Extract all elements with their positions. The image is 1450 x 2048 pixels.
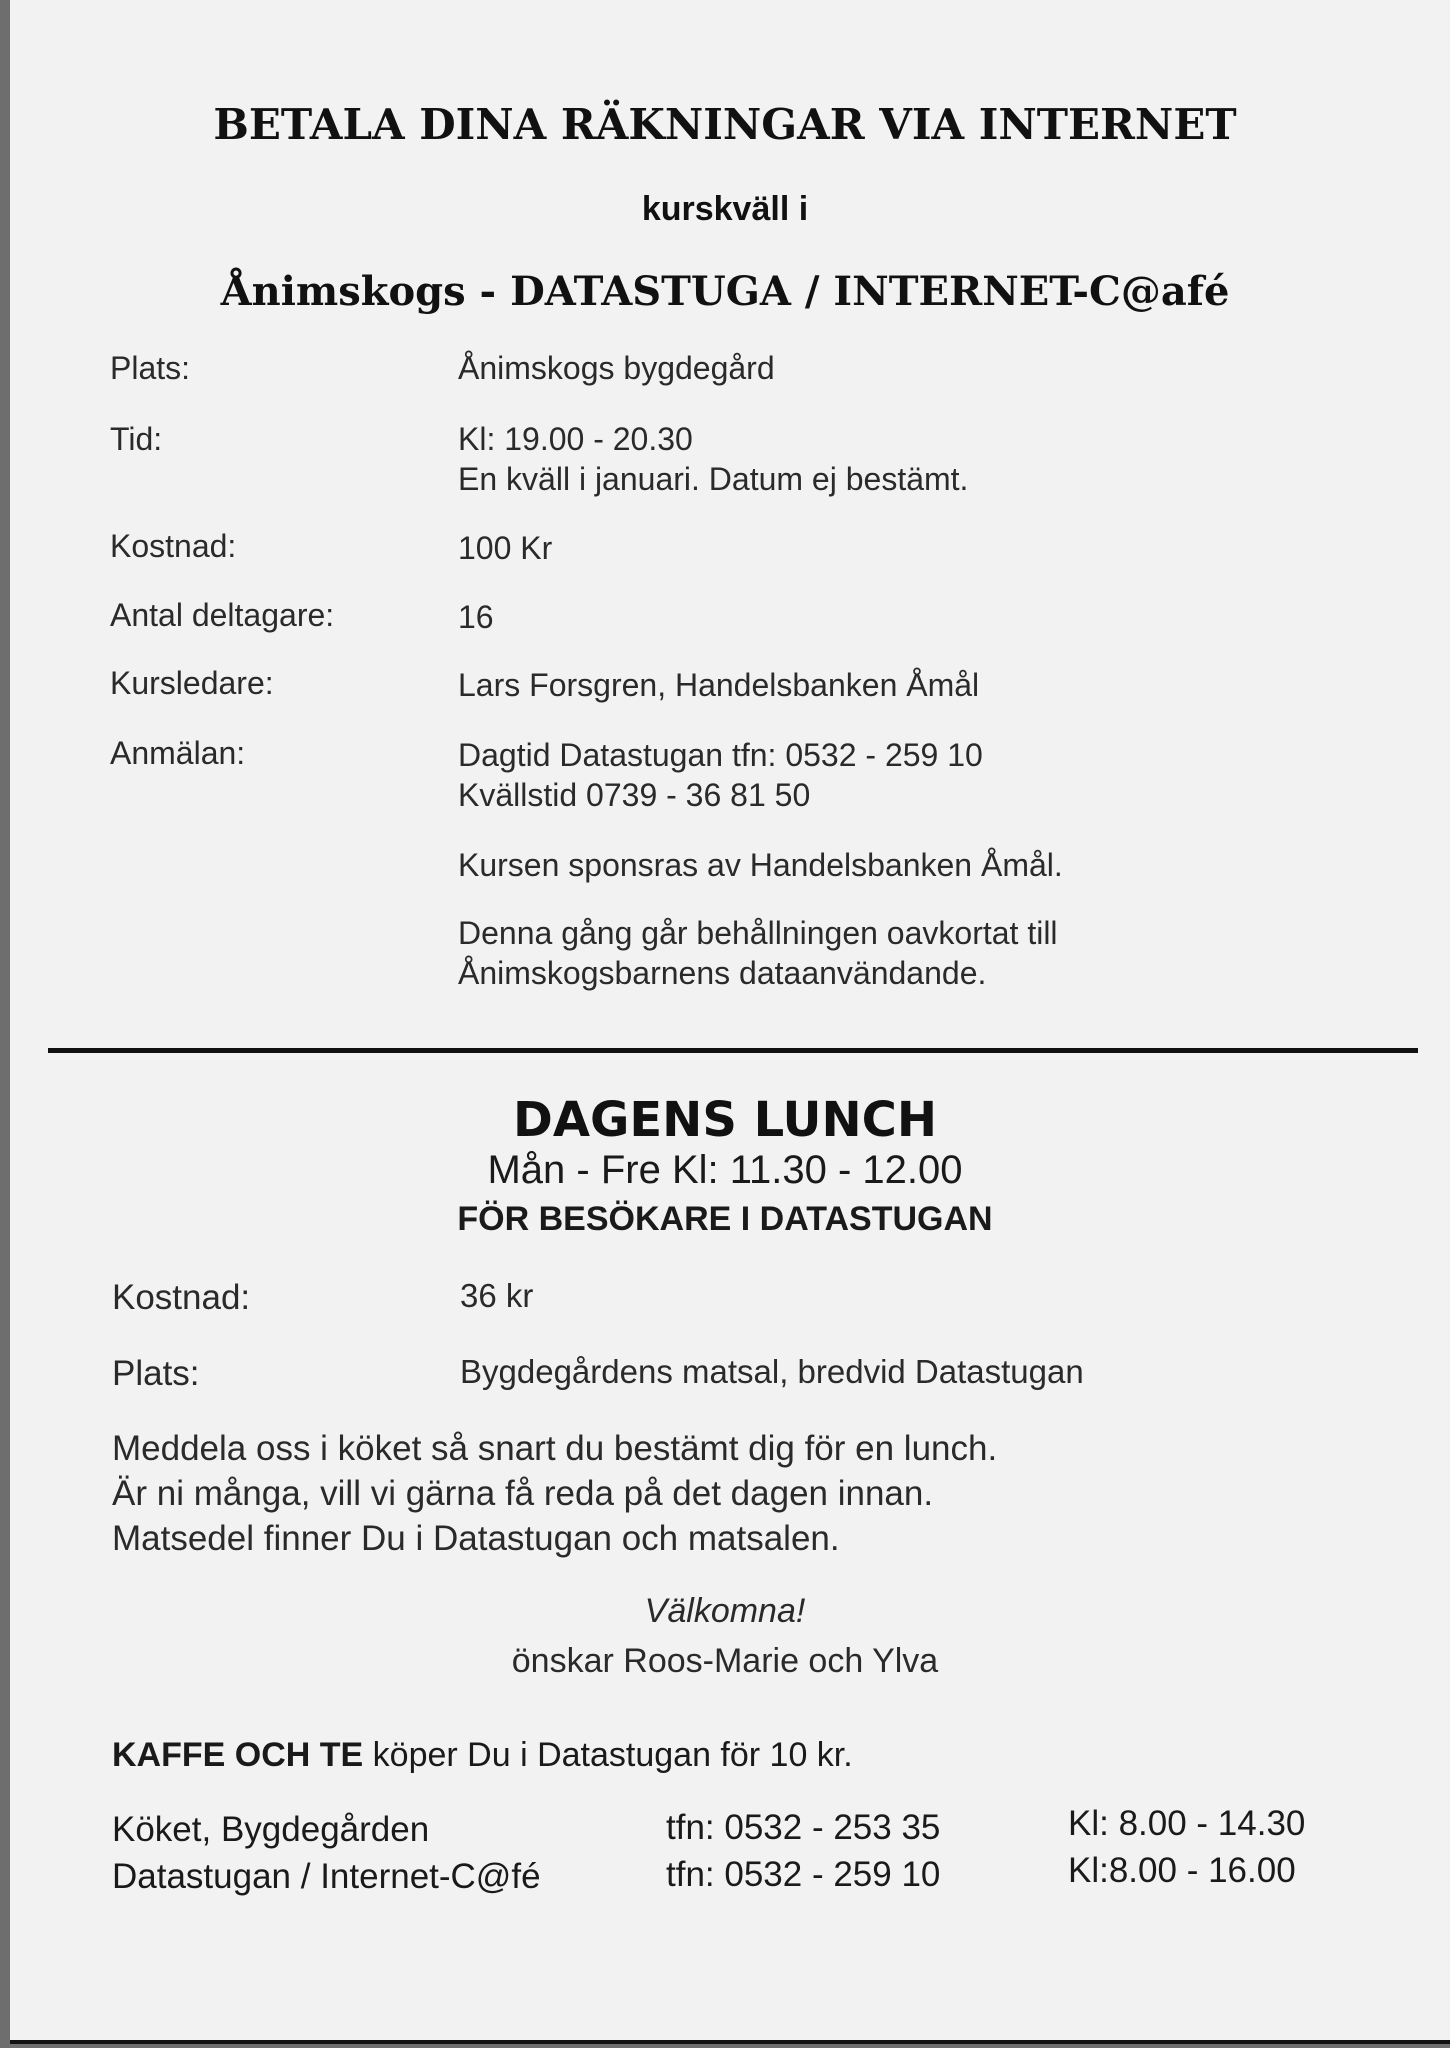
label-kursledare: Kursledare: — [110, 665, 274, 701]
value-anmalan-evening: Kvällstid 0739 - 36 81 50 — [458, 777, 811, 813]
sponsor-note: Kursen sponsras av Handelsbanken Åmål. — [458, 847, 1063, 883]
contact-hours-kitchen: Kl: 8.00 - 14.30 — [1068, 1804, 1306, 1843]
lunch-label-plats: Plats: — [112, 1354, 200, 1393]
label-plats: Plats: — [110, 350, 191, 386]
welcome-text: Välkomna! — [644, 1592, 806, 1630]
coffee-bold: KAFFE OCH TE — [112, 1736, 364, 1774]
lunch-title: DAGENS LUNCH — [512, 1092, 938, 1148]
label-kostnad: Kostnad: — [110, 528, 237, 564]
label-antal: Antal deltagare: — [110, 597, 335, 633]
contact-place-kitchen: Köket, Bygdegården — [112, 1810, 430, 1849]
lunch-audience: FÖR BESÖKARE I DATASTUGAN — [457, 1200, 993, 1238]
contact-phone-datastugan: tfn: 0532 - 259 10 — [666, 1855, 941, 1894]
value-anmalan-day: Dagtid Datastugan tfn: 0532 - 259 10 — [458, 737, 983, 773]
lunch-value-plats: Bygdegårdens matsal, bredvid Datastugan — [460, 1353, 1084, 1390]
label-anmalan: Anmälan: — [110, 735, 246, 771]
value-tid-date: En kväll i januari. Datum ej bestämt. — [458, 461, 969, 497]
section-divider — [48, 1048, 1418, 1053]
proceeds-line-1: Denna gång går behållningen oavkortat till — [458, 915, 1058, 951]
proceeds-line-2: Ånimskogsbarnens dataanvändande. — [458, 955, 987, 991]
value-kursledare: Lars Forsgren, Handelsbanken Åmål — [458, 667, 980, 703]
lunch-value-kostnad: 36 kr — [460, 1277, 534, 1314]
signature: önskar Roos-Marie och Ylva — [511, 1642, 939, 1680]
contact-place-datastugan: Datastugan / Internet-C@fé — [112, 1857, 541, 1896]
lunch-hours: Mån - Fre Kl: 11.30 - 12.00 — [487, 1148, 963, 1192]
value-plats: Ånimskogs bygdegård — [458, 350, 775, 386]
coffee-rest: köper Du i Datastugan för 10 kr. — [363, 1736, 853, 1774]
value-tid-time: Kl: 19.00 - 20.30 — [458, 421, 693, 457]
value-kostnad: 100 Kr — [458, 530, 553, 566]
contact-hours-datastugan: Kl:8.00 - 16.00 — [1068, 1851, 1296, 1890]
page-title: BETALA DINA RÄKNINGAR VIA INTERNET — [213, 100, 1237, 149]
value-antal: 16 — [458, 599, 494, 635]
contact-phone-kitchen: tfn: 0532 - 253 35 — [666, 1808, 941, 1847]
label-tid: Tid: — [110, 421, 163, 457]
notice-line-2: Är ni många, vill vi gärna få reda på det dagen innan. — [112, 1474, 934, 1513]
notice-line-3: Matsedel finner Du i Datastugan och matsalen. — [112, 1519, 840, 1558]
venue-heading: Ånimskogs - DATASTUGA / INTERNET-C@afé — [220, 268, 1230, 315]
coffee-line — [112, 1736, 853, 1775]
notice-line-1: Meddela oss i köket så snart du bestämt dig för en lunch. — [112, 1429, 998, 1468]
lunch-label-kostnad: Kostnad: — [112, 1278, 251, 1317]
subtitle: kurskväll i — [641, 190, 809, 228]
